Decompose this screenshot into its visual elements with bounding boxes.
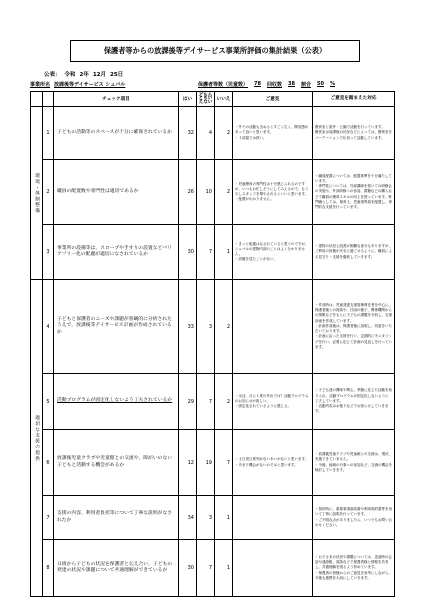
header-yes: はい [179,92,197,107]
suggestion-text: ・設備を見たことがない。 [235,257,277,262]
row-number: 4 [43,280,54,374]
header-number [43,92,54,107]
response-text: ・お子さまの状況や課題については、送迎時の会話や連絡帳、面談などで保護者様と情報を共有し、共通理解を図るよう努めています。 [315,554,392,570]
response-text: ・計画に沿った支援を行い、定期的にモニタリングを行い、必要に応じて計画の見直しを行っています。 [315,334,392,349]
count-no: 2 [215,107,233,160]
response-text: ・建物の状況上改善が困難な部分もありますが、ご利用の皆様が安全に過ごせるように、職員による見守り・支援を徹底していきます。 [315,244,392,259]
date-year: 2年 [79,72,89,78]
suggestion-text: ・固定化されているように感じる。 [235,404,291,409]
row-suggestions [233,496,313,540]
count-unknown: 7 [197,540,215,597]
response-text: 療育室は放課後の状況などによっては、療育室をパーテーションで仕切って活動しています。 [315,130,392,140]
response-text: ・契約時に、重要事項説明書や利用契約書等を用いて丁寧に説明を行っています。 [315,507,392,517]
row-question: 職員の配置数や専門性は適切であるか [54,160,179,225]
row-suggestions [233,540,313,597]
date-day: 25日 [110,72,124,78]
response-text: ・保護者の皆様からのご意見を参考にしながら、今後も連携を大切にしていきます。 [315,570,392,580]
suggestion-text: ・１部屋では狭い。 [235,135,267,140]
table-row [31,225,395,280]
publication-date [44,70,127,78]
response-text: ・ご不明な点がありましたら、いつでもお問い合わせください。 [315,517,392,527]
table-row [31,107,395,160]
row-response [313,496,395,540]
row-suggestions [233,107,313,160]
row-question [54,374,179,430]
suggestion-text: ・きっと配慮はなされていると思うのですが、シュバルの建物内部のことはよく分かりません。 [235,241,309,256]
count-no: 1 [215,496,233,540]
count-yes: 30 [179,225,197,280]
count-yes: 12 [179,430,197,496]
suggestion-text: ・あまり機会がないのではと思います。 [235,462,298,467]
rate-unit: % [329,81,335,87]
evaluation-table [30,91,395,597]
row-suggestions [233,374,313,430]
row-question: 事業所の設備等は、スロープや手すりの設置などバリアフリー化の配慮が適切になされているか [54,225,179,280]
row-question: 支援の内容、利用者負担等について丁寧な説明がなされたか [54,496,179,540]
office-label: 事業所名 [30,82,51,88]
row-number: 1 [43,107,54,160]
row-response [313,225,395,280]
office-info [30,81,198,88]
count-yes: 30 [179,540,197,597]
rate-value: 50 [316,81,324,87]
row-question: 放課後児童クラブや児童館との交流や、障がいのない子どもと活動する機会があるか [54,430,179,496]
response-text: ・放課後児童クラブや児童館との交流は、現状、実施できていません。 [315,452,392,462]
category-support: 適切な支援の提供 [31,280,43,597]
row-question: 日頃から子どもの状況を保護者と伝え合い、子どもの発達の状況や課題について共通理解ができているか [54,540,179,597]
guardians-count: 78 [254,81,261,87]
count-unknown: 3 [197,280,215,374]
row-response [313,107,395,160]
response-text: ・職員配置については、配置基準を十分満たしています。 [315,173,392,183]
office-name: 放課後等デイサービス シュバル [54,82,126,88]
suggestion-text: ・児童療育の専門性は十分感じられるのですが、いつもお忙しそうにしてみえるので、もう少しスタッフを増やされるといいと思います。 [235,181,309,196]
row-response [313,280,395,374]
count-no: 1 [215,225,233,280]
row-number: 7 [43,496,54,540]
row-suggestions [233,280,313,374]
table-row [31,160,395,225]
header-response: ご意見を踏まえた対応 [313,92,395,107]
response-text: ・今後、地域の行事への参加など、交流の機会を検討していきます。 [315,462,392,472]
response-text: ・計画作成後は、保護者様に説明し、同意をいただいております。 [315,323,392,334]
suggestion-text: ・外での活動も含めるとすごく広く、開放感があって良いと思います。 [235,125,309,135]
row-question: 子どもの活動等のスペースが十分に確保されているか [54,107,179,160]
table-row [31,430,395,496]
page-title: 保護者等からの放課後等デイサービス事業所評価の集計結果（公表） [70,40,360,62]
table-row [31,540,395,597]
response-text: ・活動内容はお便りなどでお知らせしていきます。 [315,404,389,414]
response-stats [198,81,335,88]
summary-line [30,81,394,88]
row-response [313,430,395,496]
count-yes: 29 [179,374,197,430]
row-response [313,160,395,225]
header-unknown: どちらともいえない [197,92,215,107]
table-header-row [31,92,395,107]
count-unknown: 3 [197,496,215,540]
row-number: 3 [43,225,54,280]
count-yes: 32 [179,107,197,160]
count-no: 7 [215,430,233,496]
count-unknown: 4 [197,107,215,160]
row-response [313,374,395,430]
row-number: 6 [43,430,54,496]
header-no: いいえ [215,92,233,107]
count-no: 2 [215,280,233,374]
question-text: 活動プログラムが固定化しないよう工夫されているか [57,398,173,404]
suggestion-text: ・ほぼ、月に１度の外出では？活動プログラムのお知らせが欲しい。 [235,393,309,403]
row-question [54,280,179,374]
row-suggestions [233,160,313,225]
table-row [31,374,395,430]
header-check-item: チェック項目 [54,92,179,107]
row-number: 8 [43,540,54,597]
question-text: 子どもと保護者のニーズや課題が客観的に分析されたうえで、放課後等デイサービス計画が作成されているか [57,316,172,335]
count-no: 1 [215,540,233,597]
count-unknown: 10 [197,160,215,225]
row-suggestions [233,430,313,496]
count-no: 2 [215,374,233,430]
count-yes: 26 [179,160,197,225]
response-text: ・作成時は、児童発達支援管理責任者を中心に、保護者様との面談や、日頃の様子、関係機関からの情報などをもとに子どもの課題を分析し、支援計画を作成しています。 [315,303,392,323]
response-text: ・子ども達の興味や関心、季節に応じた活動を取り入れ、活動プログラムが固定化しないように工夫しています。 [315,388,392,403]
count-yes: 34 [179,496,197,540]
row-response [313,540,395,597]
date-label: 公表： [44,72,61,78]
response-text: ・専門性については、外部講師を招いての研修会の実施や、外部研修への参加、書籍などの購入などで職員の療育スキルの向上を図っています。専門職としては、保育士、児童指導員を配置し、専門的な支援を行っています。 [315,184,392,209]
table-row [31,280,395,374]
header-category [31,92,43,107]
date-era: 令和 [64,72,76,78]
suggestion-text: ・土日祝日系列がないあいかないと思います。 [235,457,309,462]
row-number: 2 [43,160,54,225]
count-no: 2 [215,160,233,225]
suggestion-text: ・配置がわかりません。 [235,197,274,202]
response-text: 療育室と屋外・公園で活動を行っています。 [315,125,385,130]
count-unknown: 7 [197,374,215,430]
responses-label: 回収数 [266,82,282,88]
table-row [31,496,395,540]
count-yes: 33 [179,280,197,374]
count-unknown: 19 [197,430,215,496]
date-month: 12月 [92,72,107,78]
guardians-label: 保護者等数（児童数） [198,82,249,88]
rate-label: 割合 [300,82,311,88]
responses-count: 38 [288,81,295,87]
header-suggestions: ご意見 [233,92,313,107]
category-environment: 環境・体制整備 [31,107,43,280]
count-unknown: 7 [197,225,215,280]
row-number: 5 [43,374,54,430]
row-suggestions [233,225,313,280]
